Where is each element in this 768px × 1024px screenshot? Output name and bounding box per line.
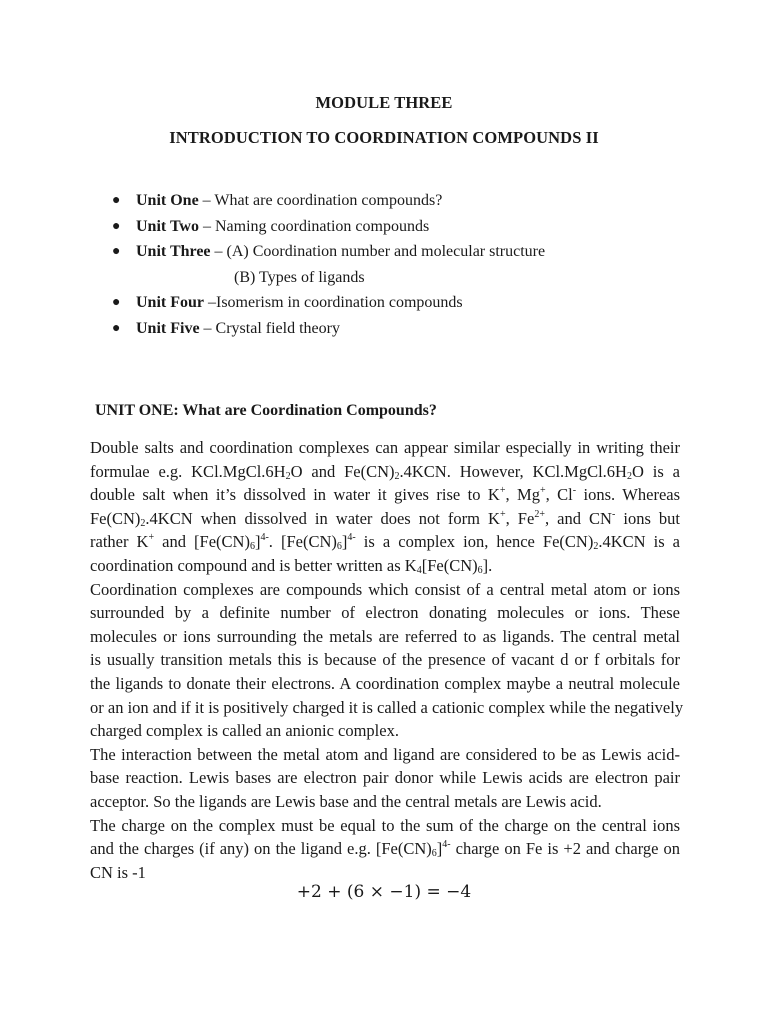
unit-label: Unit Five (136, 319, 200, 337)
unit-text: – Crystal field theory (199, 319, 340, 337)
body-text (90, 436, 684, 884)
text-line: molecules or ions surrounding the metals are referred to as ligands. The central metal (90, 626, 680, 646)
text-line: The charge on the complex must be equal to the sum of the charge on the central ions (90, 815, 680, 835)
text-line: The interaction between the metal atom and ligand are considered to be as Lewis acid- (90, 744, 680, 764)
bullet-icon: ● (112, 193, 121, 208)
text-line: CN is -1 (90, 862, 146, 882)
text-line: or an ion and if it is positively charged it is called a cationic complex while the negatively (90, 697, 684, 717)
paragraph-4 (90, 814, 680, 885)
unit-list (110, 190, 730, 343)
charge-equation: +2 + (6 × −1) = −4 (296, 882, 472, 902)
bullet-icon: ● (112, 320, 121, 336)
unit-label: Unit Two (136, 217, 199, 235)
unit-item (110, 241, 730, 267)
paragraph-1 (90, 436, 680, 578)
unit-text: – What are coordination compounds? (198, 192, 443, 209)
unit-text: –Isomerism in coordination compounds (204, 294, 463, 311)
unit-item (110, 292, 730, 318)
bullet-icon: ● (112, 244, 121, 259)
text-line: acceptor. So the ligands are Lewis base and the central metals are Lewis acid. (90, 791, 602, 811)
text-line: Coordination complexes are compounds which consist of a central metal atom or ions (90, 579, 680, 599)
text-line: is usually transition metals this is because of the presence of vacant d or f orbitals for (90, 650, 680, 670)
unit-item (110, 190, 730, 216)
text-line: $Fe(CN)_2.4KCN$ when dissolved in water does not form K+, $Fe^{2+}$, and CN- ions but (90, 508, 681, 529)
unit-text: – Naming coordination compounds (198, 217, 430, 235)
unit-item-continuation (110, 267, 730, 293)
unit-item (110, 318, 730, 344)
paragraph-3 (90, 743, 680, 814)
text-line: rather K+ and $[Fe(CN)_6]^{4-}$. $[Fe(CN)_6]^{4-}$ is a complex ion, hence $Fe(CN)_2.4KCN$ is a (90, 532, 681, 553)
unit-text: (B) Types of ligands (234, 268, 365, 286)
text-line: the ligands to donate their electrons. A coordination complex maybe a neutral molecule (90, 673, 680, 693)
text-line: charged complex is called an anionic complex. (90, 721, 399, 741)
text-line: base reaction. Lewis bases are electron pair donor while Lewis acids are electron pair (90, 768, 680, 788)
text-line: coordination compound and is better written as $K_4[Fe(CN)_6]$. (90, 555, 493, 576)
text-line: Double salts and coordination complexes can appear similar especially in writing their (90, 438, 680, 457)
module-title: MODULE THREE (315, 93, 453, 112)
text-line: double salt when it’s dissolved in water it gives rise to K+, Mg+, Cl- ions. Whereas (90, 485, 681, 505)
text-line: formulae e.g. $KCl.MgCl.6H_2O$ and $Fe(CN)_2.4KCN$. However, $KCl.MgCl.6H_2O$ is a (90, 461, 680, 482)
paragraph-2 (90, 578, 684, 743)
text-line: and the charges (if any) on the ligand e.g. $[Fe(CN)_6]^{4-}$ charge on Fe is +2 and charge on (90, 839, 681, 860)
unit-label: Unit Four (136, 294, 204, 311)
unit-item (110, 216, 730, 242)
bullet-icon: ● (112, 218, 121, 234)
unit-text: – (A) Coordination number and molecular structure (210, 243, 546, 260)
unit-label: Unit Three (136, 243, 211, 260)
text-line: surrounded by a definite number of electron donating molecules or ions. These (90, 603, 680, 623)
unit-label: Unit One (136, 192, 199, 209)
section-heading: UNIT ONE: What are Coordination Compounds? (95, 402, 437, 419)
bullet-icon: ● (112, 295, 121, 310)
module-subtitle: INTRODUCTION TO COORDINATION COMPOUNDS II (169, 128, 599, 147)
